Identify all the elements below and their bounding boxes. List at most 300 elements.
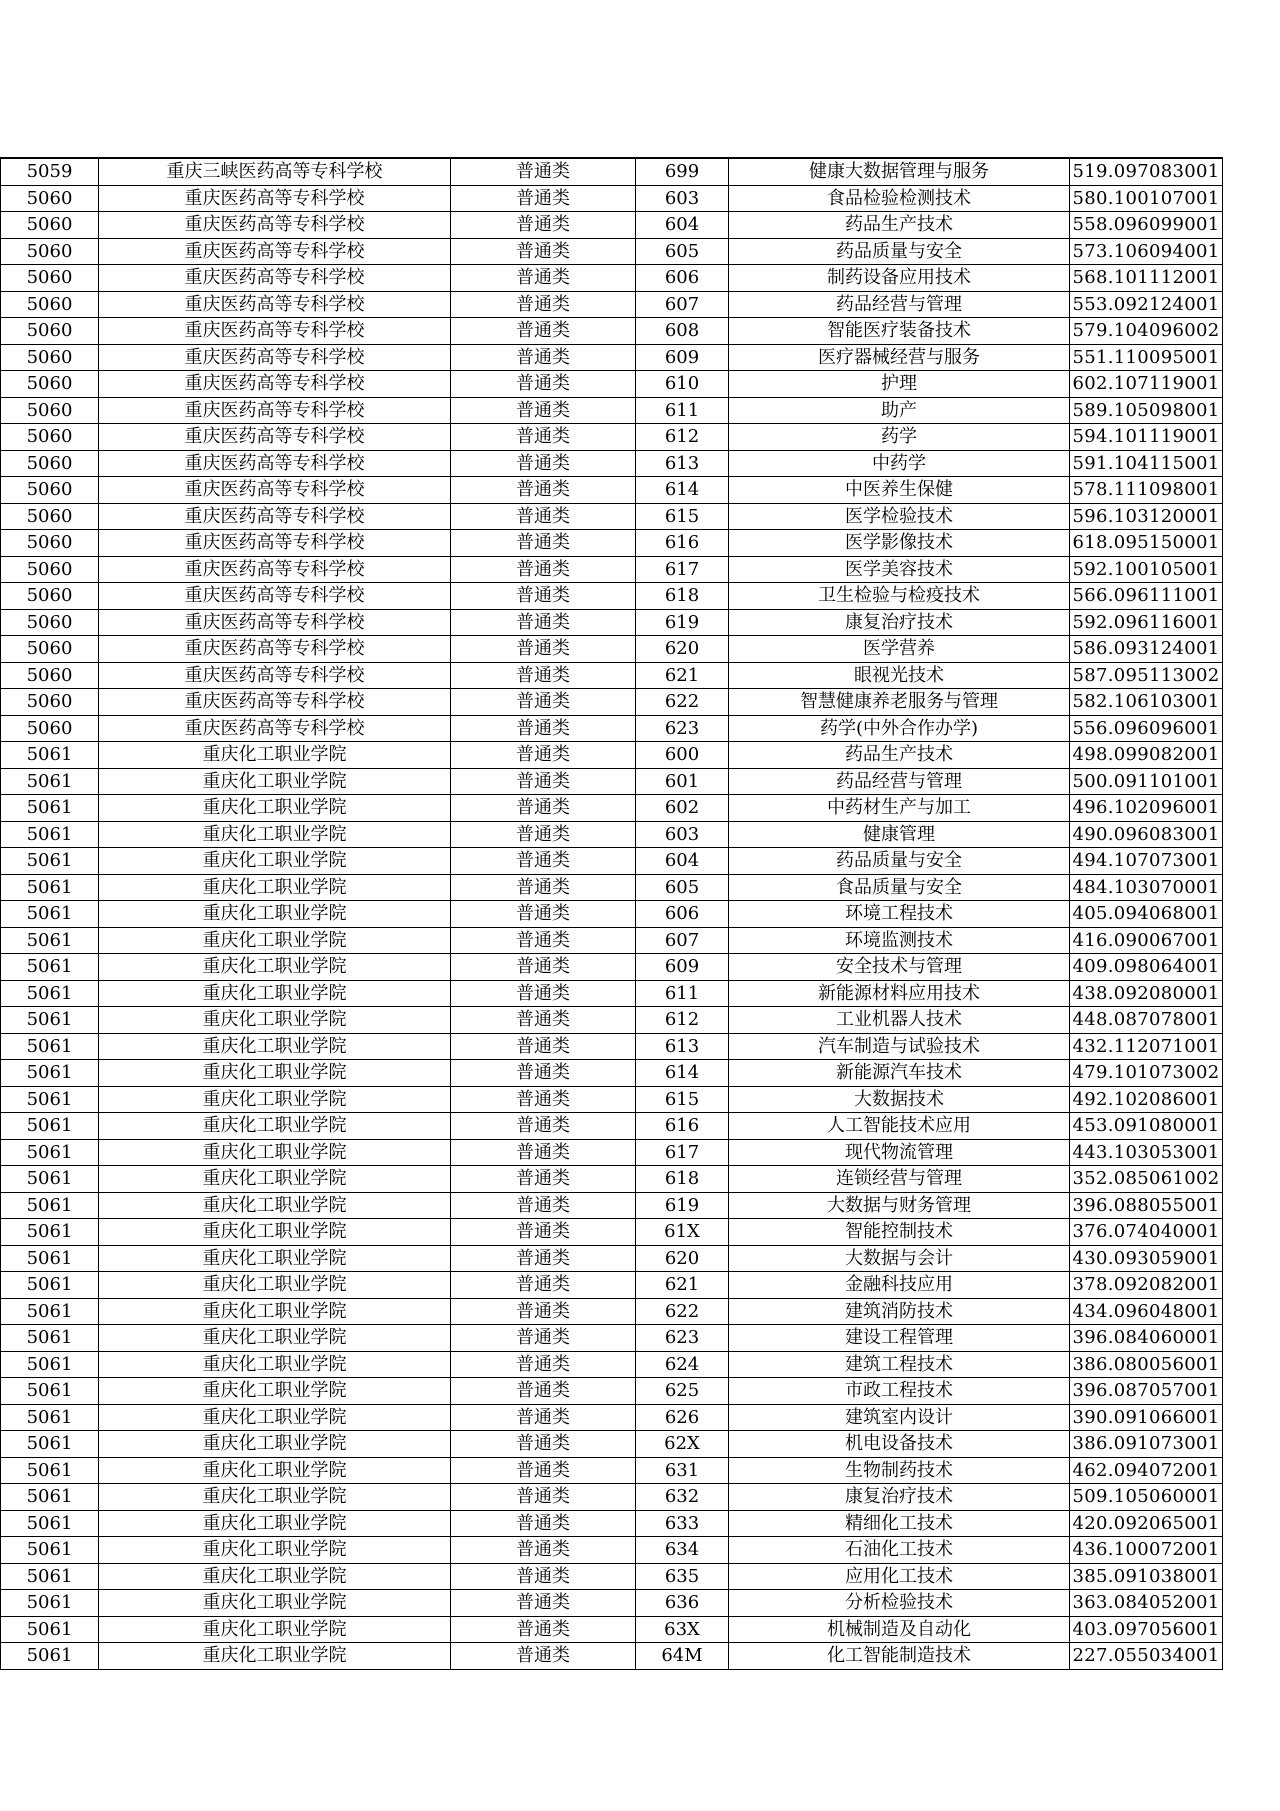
major-name-cell: 连锁经营与管理: [729, 1166, 1070, 1193]
category-cell: 普通类: [451, 1060, 636, 1087]
school-name-cell: 重庆化工职业学院: [99, 1484, 451, 1511]
school-name-cell: 重庆医药高等专科学校: [99, 424, 451, 451]
table-row: [1, 212, 1223, 239]
school-name-cell: 重庆化工职业学院: [99, 927, 451, 954]
table-row: [1, 1537, 1223, 1564]
major-name-cell: 建设工程管理: [729, 1325, 1070, 1352]
school-name-cell: 重庆医药高等专科学校: [99, 662, 451, 689]
school-name-cell: 重庆化工职业学院: [99, 1457, 451, 1484]
major-name-cell: 康复治疗技术: [729, 609, 1070, 636]
category-cell: 普通类: [451, 1378, 636, 1405]
category-cell: 普通类: [451, 1484, 636, 1511]
major-name-cell: 制药设备应用技术: [729, 265, 1070, 292]
school-name-cell: 重庆医药高等专科学校: [99, 265, 451, 292]
score-cell: 551.110095001: [1070, 344, 1223, 371]
score-cell: 568.101112001: [1070, 265, 1223, 292]
school-name-cell: 重庆化工职业学院: [99, 1007, 451, 1034]
major-code-cell: 613: [636, 1033, 729, 1060]
school-code-cell: 5060: [1, 397, 99, 424]
major-name-cell: 中医养生保健: [729, 477, 1070, 504]
major-code-cell: 605: [636, 874, 729, 901]
major-code-cell: 624: [636, 1351, 729, 1378]
score-cell: 405.094068001: [1070, 901, 1223, 928]
table-row: [1, 1351, 1223, 1378]
score-cell: 462.094072001: [1070, 1457, 1223, 1484]
table-row: [1, 371, 1223, 398]
school-name-cell: 重庆化工职业学院: [99, 980, 451, 1007]
school-name-cell: 重庆医药高等专科学校: [99, 450, 451, 477]
school-code-cell: 5060: [1, 530, 99, 557]
category-cell: 普通类: [451, 954, 636, 981]
score-cell: 587.095113002: [1070, 662, 1223, 689]
score-cell: 553.092124001: [1070, 291, 1223, 318]
table-row: [1, 1272, 1223, 1299]
category-cell: 普通类: [451, 1219, 636, 1246]
score-cell: 566.096111001: [1070, 583, 1223, 610]
score-cell: 434.096048001: [1070, 1298, 1223, 1325]
score-cell: 363.084052001: [1070, 1590, 1223, 1617]
category-cell: 普通类: [451, 927, 636, 954]
major-code-cell: 611: [636, 397, 729, 424]
table-row: [1, 1590, 1223, 1617]
category-cell: 普通类: [451, 662, 636, 689]
school-code-cell: 5060: [1, 424, 99, 451]
school-code-cell: 5060: [1, 662, 99, 689]
major-code-cell: 622: [636, 1298, 729, 1325]
school-code-cell: 5060: [1, 371, 99, 398]
category-cell: 普通类: [451, 768, 636, 795]
major-name-cell: 大数据与财务管理: [729, 1192, 1070, 1219]
score-cell: 589.105098001: [1070, 397, 1223, 424]
score-cell: 579.104096002: [1070, 318, 1223, 345]
category-cell: 普通类: [451, 609, 636, 636]
school-name-cell: 重庆化工职业学院: [99, 1510, 451, 1537]
table-row: [1, 1192, 1223, 1219]
major-code-cell: 609: [636, 344, 729, 371]
table-row: [1, 1431, 1223, 1458]
major-code-cell: 625: [636, 1378, 729, 1405]
score-cell: 416.090067001: [1070, 927, 1223, 954]
major-name-cell: 药品经营与管理: [729, 768, 1070, 795]
school-name-cell: 重庆化工职业学院: [99, 1298, 451, 1325]
school-name-cell: 重庆医药高等专科学校: [99, 503, 451, 530]
major-code-cell: 616: [636, 530, 729, 557]
school-name-cell: 重庆化工职业学院: [99, 1616, 451, 1643]
school-name-cell: 重庆化工职业学院: [99, 742, 451, 769]
major-code-cell: 612: [636, 424, 729, 451]
major-code-cell: 626: [636, 1404, 729, 1431]
major-code-cell: 601: [636, 768, 729, 795]
school-code-cell: 5061: [1, 1457, 99, 1484]
category-cell: 普通类: [451, 795, 636, 822]
table-row: [1, 583, 1223, 610]
table-row: [1, 1404, 1223, 1431]
school-name-cell: 重庆医药高等专科学校: [99, 556, 451, 583]
major-code-cell: 619: [636, 609, 729, 636]
major-name-cell: 机械制造及自动化: [729, 1616, 1070, 1643]
school-name-cell: 重庆化工职业学院: [99, 1537, 451, 1564]
major-code-cell: 63X: [636, 1616, 729, 1643]
major-name-cell: 大数据与会计: [729, 1245, 1070, 1272]
school-name-cell: 重庆医药高等专科学校: [99, 397, 451, 424]
table-row: [1, 1325, 1223, 1352]
major-code-cell: 619: [636, 1192, 729, 1219]
category-cell: 普通类: [451, 1139, 636, 1166]
category-cell: 普通类: [451, 291, 636, 318]
table-row: [1, 158, 1223, 185]
table-row: [1, 530, 1223, 557]
score-cell: 509.105060001: [1070, 1484, 1223, 1511]
table-row: [1, 1484, 1223, 1511]
major-name-cell: 智能控制技术: [729, 1219, 1070, 1246]
score-cell: 578.111098001: [1070, 477, 1223, 504]
score-cell: 453.091080001: [1070, 1113, 1223, 1140]
major-name-cell: 工业机器人技术: [729, 1007, 1070, 1034]
major-code-cell: 606: [636, 901, 729, 928]
major-code-cell: 603: [636, 185, 729, 212]
major-code-cell: 603: [636, 821, 729, 848]
major-code-cell: 615: [636, 503, 729, 530]
school-code-cell: 5061: [1, 1404, 99, 1431]
category-cell: 普通类: [451, 1510, 636, 1537]
major-name-cell: 智慧健康养老服务与管理: [729, 689, 1070, 716]
major-name-cell: 药品质量与安全: [729, 238, 1070, 265]
major-name-cell: 大数据技术: [729, 1086, 1070, 1113]
school-code-cell: 5061: [1, 1139, 99, 1166]
category-cell: 普通类: [451, 1616, 636, 1643]
major-name-cell: 环境工程技术: [729, 901, 1070, 928]
major-name-cell: 助产: [729, 397, 1070, 424]
score-cell: 448.087078001: [1070, 1007, 1223, 1034]
school-code-cell: 5060: [1, 689, 99, 716]
score-cell: 432.112071001: [1070, 1033, 1223, 1060]
major-name-cell: 生物制药技术: [729, 1457, 1070, 1484]
school-name-cell: 重庆三峡医药高等专科学校: [99, 158, 451, 185]
major-code-cell: 620: [636, 636, 729, 663]
category-cell: 普通类: [451, 715, 636, 742]
table-row: [1, 1219, 1223, 1246]
school-name-cell: 重庆化工职业学院: [99, 848, 451, 875]
major-code-cell: 632: [636, 1484, 729, 1511]
school-code-cell: 5061: [1, 980, 99, 1007]
major-code-cell: 615: [636, 1086, 729, 1113]
table-row: [1, 927, 1223, 954]
school-code-cell: 5059: [1, 158, 99, 185]
table-row: [1, 1245, 1223, 1272]
table-row: [1, 503, 1223, 530]
major-name-cell: 机电设备技术: [729, 1431, 1070, 1458]
table-row: [1, 821, 1223, 848]
major-code-cell: 623: [636, 1325, 729, 1352]
school-code-cell: 5060: [1, 477, 99, 504]
school-code-cell: 5061: [1, 848, 99, 875]
major-name-cell: 中药材生产与加工: [729, 795, 1070, 822]
major-name-cell: 健康管理: [729, 821, 1070, 848]
category-cell: 普通类: [451, 265, 636, 292]
score-cell: 484.103070001: [1070, 874, 1223, 901]
table-row: [1, 1378, 1223, 1405]
table-row: [1, 238, 1223, 265]
table-row: [1, 636, 1223, 663]
major-name-cell: 医学美容技术: [729, 556, 1070, 583]
major-code-cell: 618: [636, 583, 729, 610]
major-name-cell: 安全技术与管理: [729, 954, 1070, 981]
school-code-cell: 5060: [1, 318, 99, 345]
major-name-cell: 石油化工技术: [729, 1537, 1070, 1564]
table-row: [1, 795, 1223, 822]
school-name-cell: 重庆化工职业学院: [99, 1245, 451, 1272]
major-code-cell: 612: [636, 1007, 729, 1034]
school-name-cell: 重庆医药高等专科学校: [99, 291, 451, 318]
school-name-cell: 重庆医药高等专科学校: [99, 344, 451, 371]
category-cell: 普通类: [451, 318, 636, 345]
school-code-cell: 5061: [1, 1643, 99, 1670]
school-name-cell: 重庆化工职业学院: [99, 1325, 451, 1352]
score-cell: 558.096099001: [1070, 212, 1223, 239]
school-code-cell: 5061: [1, 821, 99, 848]
school-name-cell: 重庆化工职业学院: [99, 1272, 451, 1299]
table-row: [1, 344, 1223, 371]
category-cell: 普通类: [451, 1086, 636, 1113]
table-row: [1, 689, 1223, 716]
major-code-cell: 631: [636, 1457, 729, 1484]
score-cell: 592.096116001: [1070, 609, 1223, 636]
score-cell: 556.096096001: [1070, 715, 1223, 742]
school-code-cell: 5060: [1, 556, 99, 583]
school-name-cell: 重庆化工职业学院: [99, 1563, 451, 1590]
category-cell: 普通类: [451, 689, 636, 716]
school-code-cell: 5061: [1, 1272, 99, 1299]
school-code-cell: 5061: [1, 927, 99, 954]
major-name-cell: 医学检验技术: [729, 503, 1070, 530]
school-code-cell: 5061: [1, 1378, 99, 1405]
table-row: [1, 768, 1223, 795]
school-name-cell: 重庆医药高等专科学校: [99, 318, 451, 345]
score-cell: 430.093059001: [1070, 1245, 1223, 1272]
major-name-cell: 医疗器械经营与服务: [729, 344, 1070, 371]
score-cell: 479.101073002: [1070, 1060, 1223, 1087]
score-cell: 573.106094001: [1070, 238, 1223, 265]
category-cell: 普通类: [451, 901, 636, 928]
score-cell: 403.097056001: [1070, 1616, 1223, 1643]
category-cell: 普通类: [451, 1166, 636, 1193]
school-name-cell: 重庆医药高等专科学校: [99, 583, 451, 610]
table-row: [1, 185, 1223, 212]
school-code-cell: 5061: [1, 1484, 99, 1511]
school-code-cell: 5061: [1, 1616, 99, 1643]
table-row: [1, 742, 1223, 769]
table-row: [1, 1616, 1223, 1643]
score-cell: 586.093124001: [1070, 636, 1223, 663]
school-code-cell: 5060: [1, 450, 99, 477]
score-cell: 396.088055001: [1070, 1192, 1223, 1219]
major-name-cell: 人工智能技术应用: [729, 1113, 1070, 1140]
school-name-cell: 重庆医药高等专科学校: [99, 530, 451, 557]
category-cell: 普通类: [451, 477, 636, 504]
major-code-cell: 610: [636, 371, 729, 398]
category-cell: 普通类: [451, 1298, 636, 1325]
major-name-cell: 智能医疗装备技术: [729, 318, 1070, 345]
school-code-cell: 5061: [1, 1298, 99, 1325]
school-code-cell: 5061: [1, 1510, 99, 1537]
school-name-cell: 重庆医药高等专科学校: [99, 212, 451, 239]
major-code-cell: 621: [636, 1272, 729, 1299]
school-code-cell: 5060: [1, 344, 99, 371]
major-code-cell: 614: [636, 1060, 729, 1087]
category-cell: 普通类: [451, 1007, 636, 1034]
category-cell: 普通类: [451, 450, 636, 477]
school-name-cell: 重庆化工职业学院: [99, 1139, 451, 1166]
score-cell: 618.095150001: [1070, 530, 1223, 557]
major-name-cell: 应用化工技术: [729, 1563, 1070, 1590]
school-name-cell: 重庆医药高等专科学校: [99, 609, 451, 636]
major-name-cell: 建筑工程技术: [729, 1351, 1070, 1378]
school-code-cell: 5061: [1, 954, 99, 981]
major-code-cell: 614: [636, 477, 729, 504]
score-cell: 582.106103001: [1070, 689, 1223, 716]
table-row: [1, 424, 1223, 451]
category-cell: 普通类: [451, 636, 636, 663]
major-name-cell: 市政工程技术: [729, 1378, 1070, 1405]
score-cell: 596.103120001: [1070, 503, 1223, 530]
score-cell: 396.087057001: [1070, 1378, 1223, 1405]
major-name-cell: 新能源材料应用技术: [729, 980, 1070, 1007]
score-cell: 602.107119001: [1070, 371, 1223, 398]
category-cell: 普通类: [451, 1563, 636, 1590]
major-name-cell: 卫生检验与检疫技术: [729, 583, 1070, 610]
category-cell: 普通类: [451, 1113, 636, 1140]
major-code-cell: 604: [636, 848, 729, 875]
major-code-cell: 699: [636, 158, 729, 185]
score-cell: 496.102096001: [1070, 795, 1223, 822]
table-row: [1, 291, 1223, 318]
table-row: [1, 1563, 1223, 1590]
school-name-cell: 重庆化工职业学院: [99, 1219, 451, 1246]
major-code-cell: 607: [636, 291, 729, 318]
school-code-cell: 5061: [1, 1325, 99, 1352]
school-code-cell: 5061: [1, 1431, 99, 1458]
table-row: [1, 477, 1223, 504]
score-cell: 436.100072001: [1070, 1537, 1223, 1564]
school-code-cell: 5060: [1, 238, 99, 265]
school-name-cell: 重庆化工职业学院: [99, 1590, 451, 1617]
school-code-cell: 5060: [1, 609, 99, 636]
score-cell: 492.102086001: [1070, 1086, 1223, 1113]
school-code-cell: 5061: [1, 874, 99, 901]
school-code-cell: 5061: [1, 1192, 99, 1219]
major-name-cell: 化工智能制造技术: [729, 1643, 1070, 1670]
table-body: [1, 158, 1223, 1669]
school-code-cell: 5061: [1, 1351, 99, 1378]
major-code-cell: 633: [636, 1510, 729, 1537]
score-cell: 386.080056001: [1070, 1351, 1223, 1378]
major-code-cell: 605: [636, 238, 729, 265]
score-cell: 376.074040001: [1070, 1219, 1223, 1246]
category-cell: 普通类: [451, 1245, 636, 1272]
table-row: [1, 954, 1223, 981]
score-cell: 409.098064001: [1070, 954, 1223, 981]
score-cell: 390.091066001: [1070, 1404, 1223, 1431]
table-row: [1, 318, 1223, 345]
table-row: [1, 1113, 1223, 1140]
school-name-cell: 重庆化工职业学院: [99, 1431, 451, 1458]
school-name-cell: 重庆化工职业学院: [99, 1060, 451, 1087]
major-name-cell: 医学营养: [729, 636, 1070, 663]
school-code-cell: 5061: [1, 1007, 99, 1034]
score-cell: 420.092065001: [1070, 1510, 1223, 1537]
category-cell: 普通类: [451, 1325, 636, 1352]
major-name-cell: 食品质量与安全: [729, 874, 1070, 901]
major-code-cell: 616: [636, 1113, 729, 1140]
major-code-cell: 62X: [636, 1431, 729, 1458]
major-name-cell: 汽车制造与试验技术: [729, 1033, 1070, 1060]
score-cell: 386.091073001: [1070, 1431, 1223, 1458]
major-name-cell: 药品生产技术: [729, 212, 1070, 239]
table-row: [1, 715, 1223, 742]
category-cell: 普通类: [451, 1590, 636, 1617]
admission-score-table: [0, 157, 1223, 1670]
category-cell: 普通类: [451, 1272, 636, 1299]
school-code-cell: 5061: [1, 1537, 99, 1564]
school-code-cell: 5060: [1, 212, 99, 239]
category-cell: 普通类: [451, 158, 636, 185]
major-name-cell: 中药学: [729, 450, 1070, 477]
table-row: [1, 1510, 1223, 1537]
school-name-cell: 重庆化工职业学院: [99, 874, 451, 901]
school-name-cell: 重庆化工职业学院: [99, 1033, 451, 1060]
category-cell: 普通类: [451, 556, 636, 583]
school-code-cell: 5060: [1, 265, 99, 292]
score-cell: 378.092082001: [1070, 1272, 1223, 1299]
school-name-cell: 重庆医药高等专科学校: [99, 689, 451, 716]
category-cell: 普通类: [451, 848, 636, 875]
table-row: [1, 1166, 1223, 1193]
category-cell: 普通类: [451, 1643, 636, 1670]
school-code-cell: 5061: [1, 768, 99, 795]
major-code-cell: 608: [636, 318, 729, 345]
school-name-cell: 重庆医药高等专科学校: [99, 636, 451, 663]
category-cell: 普通类: [451, 742, 636, 769]
major-code-cell: 602: [636, 795, 729, 822]
school-code-cell: 5060: [1, 503, 99, 530]
major-name-cell: 药品经营与管理: [729, 291, 1070, 318]
score-cell: 519.097083001: [1070, 158, 1223, 185]
category-cell: 普通类: [451, 212, 636, 239]
score-cell: 498.099082001: [1070, 742, 1223, 769]
school-code-cell: 5061: [1, 1245, 99, 1272]
major-code-cell: 613: [636, 450, 729, 477]
category-cell: 普通类: [451, 371, 636, 398]
score-cell: 580.100107001: [1070, 185, 1223, 212]
school-code-cell: 5060: [1, 185, 99, 212]
category-cell: 普通类: [451, 238, 636, 265]
table-row: [1, 1643, 1223, 1670]
school-code-cell: 5061: [1, 1166, 99, 1193]
school-code-cell: 5061: [1, 1033, 99, 1060]
score-cell: 591.104115001: [1070, 450, 1223, 477]
table-row: [1, 901, 1223, 928]
school-code-cell: 5061: [1, 1060, 99, 1087]
school-name-cell: 重庆化工职业学院: [99, 1378, 451, 1405]
category-cell: 普通类: [451, 980, 636, 1007]
school-name-cell: 重庆化工职业学院: [99, 1404, 451, 1431]
category-cell: 普通类: [451, 1457, 636, 1484]
school-code-cell: 5061: [1, 1219, 99, 1246]
school-name-cell: 重庆化工职业学院: [99, 1166, 451, 1193]
major-code-cell: 620: [636, 1245, 729, 1272]
table-row: [1, 397, 1223, 424]
school-name-cell: 重庆化工职业学院: [99, 768, 451, 795]
